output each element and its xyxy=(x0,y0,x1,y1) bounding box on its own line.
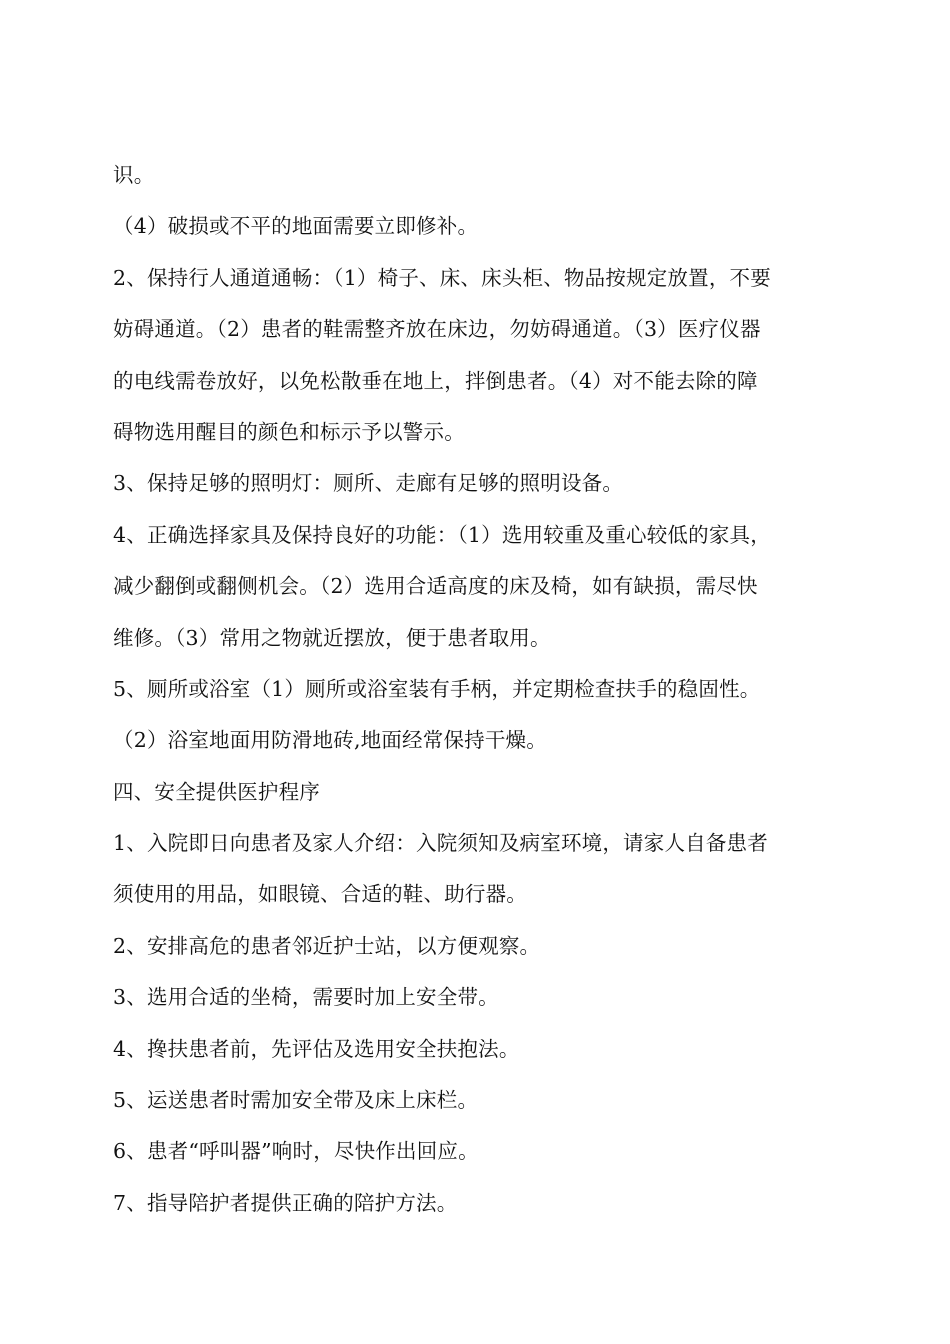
text-line: 的电线需卷放好，以免松散垂在地上，拌倒患者。（4）对不能去除的障 xyxy=(113,368,758,393)
text-line: 6、患者“呼叫器”响时，尽快作出回应。 xyxy=(113,1139,479,1164)
text-line: 5、厕所或浴室（1）厕所或浴室装有手柄，并定期检查扶手的稳固性。 xyxy=(113,676,761,701)
text-line: 7、指导陪护者提供正确的陪护方法。 xyxy=(113,1190,458,1215)
text-line: 4、搀扶患者前，先评估及选用安全扶抱法。 xyxy=(113,1036,520,1061)
document-body xyxy=(113,150,841,1229)
text-line: 2、保持行人通道通畅：（1）椅子、床、床头柜、物品按规定放置，不要 xyxy=(113,265,771,290)
text-line: 4、正确选择家具及保持良好的功能：（1）选用较重及重心较低的家具， xyxy=(113,522,771,547)
text-line: 维修。（3）常用之物就近摆放，便于患者取用。 xyxy=(113,625,551,650)
text-line: 碍物选用醒目的颜色和标示予以警示。 xyxy=(113,419,465,444)
text-line: 减少翻倒或翻侧机会。（2）选用合适高度的床及椅，如有缺损，需尽快 xyxy=(113,574,758,599)
text-line: （4）破损或不平的地面需要立即修补。 xyxy=(113,214,479,239)
text-line: 3、保持足够的照明灯：厕所、走廊有足够的照明设备。 xyxy=(113,471,624,496)
section-heading: 四、安全提供医护程序 xyxy=(113,779,320,804)
text-line: 妨碍通道。（2）患者的鞋需整齐放在床边，勿妨碍通道。（3）医疗仪器 xyxy=(113,317,761,342)
text-line: 3、选用合适的坐椅，需要时加上安全带。 xyxy=(113,985,499,1010)
text-line: （2）浴室地面用防滑地砖,地面经常保持干燥。 xyxy=(113,728,547,753)
text-line: 1、入院即日向患者及家人介绍：入院须知及病室环境，请家人自备患者 xyxy=(113,831,768,856)
text-line: 2、安排高危的患者邻近护士站，以方便观察。 xyxy=(113,933,541,958)
text-line: 识。 xyxy=(113,163,155,187)
text-line: 5、运送患者时需加安全带及床上床栏。 xyxy=(113,1088,479,1113)
text-line: 须使用的用品，如眼镜、合适的鞋、助行器。 xyxy=(113,882,527,907)
